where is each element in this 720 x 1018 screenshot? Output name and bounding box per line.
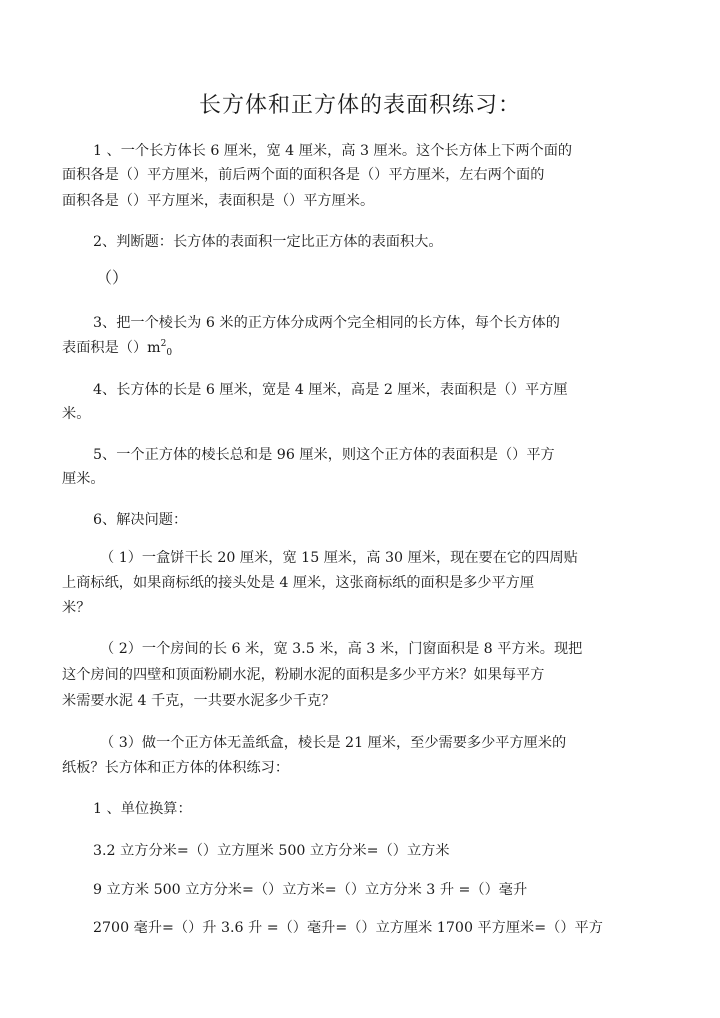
q3-unit-subscript: 0 [166,348,173,358]
part2-heading: 1 、单位换算： [93,801,192,817]
q2-answer-blank: （） [96,268,129,287]
part2-row-1: 3.2 立方分米=（）立方厘米 500 立方分米=（）立方米 [93,843,450,859]
q6-p1-line-3: 米？ [62,600,91,616]
part2-row-3: 2700 毫升=（）升 3.6 升 =（）毫升=（）立方厘米 1700 平方厘米=（）平方 [93,920,603,936]
q4-line-1: 4、长方体的长是 6 厘米，宽是 4 厘米，高是 2 厘米，表面积是（）平方厘 [93,382,568,398]
q3-line-1: 3、把一个棱长为 6 米的正方体分成两个完全相同的长方体，每个长方体的 [93,315,560,331]
q6-p1-line-1: （ 1）一盒饼干长 20 厘米，宽 15 厘米，高 30 厘米，现在要在它的四周贴 [100,550,578,566]
page-title: 长方体和正方体的表面积练习： [198,93,521,118]
q5-line-1: 5、一个正方体的棱长总和是 96 厘米，则这个正方体的表面积是（）平方 [93,447,555,463]
q5-line-2: 厘米。 [62,471,105,487]
q3-line-2-text: 表面积是（）m [62,340,161,356]
part2-row-2: 9 立方米 500 立方分米=（）立方米=（）立方分米 3 升 =（）毫升 [93,882,528,898]
q6-heading: 6、解决问题： [93,512,188,528]
q1-line-3: 面积各是（）平方厘米，表面积是（）平方厘米。 [62,193,375,209]
q1-line-2: 面积各是（）平方厘米，前后两个面的面积各是（）平方厘米，左右两个面的 [62,167,545,183]
q6-p3-line-1: （ 3）做一个正方体无盖纸盒，棱长是 21 厘米，至少需要多少平方厘米的 [100,735,567,751]
q6-p2-line-3: 米需要水泥 4 千克，一共要水泥多少千克？ [62,693,336,709]
q3-unit-superscript: 2 [160,339,167,349]
q6-p3-line-2: 纸板？长方体和正方体的体积练习： [62,760,290,776]
q3-line-2 [62,339,172,357]
q1-line-1: 1 、一个长方体长 6 厘米，宽 4 厘米，高 3 厘米。这个长方体上下两个面的 [93,143,573,159]
q6-p2-line-2: 这个房间的四壁和顶面粉刷水泥，粉刷水泥的面积是多少平方米？如果每平方 [62,667,545,683]
q4-line-2: 米。 [62,406,91,422]
q6-p2-line-1: （ 2）一个房间的长 6 米，宽 3.5 米，高 3 米，门窗面积是 8 平方米。现把 [100,641,583,657]
q2-line-1: 2、判断题：长方体的表面积一定比正方体的表面积大。 [93,234,443,250]
q6-p1-line-2: 上商标纸，如果商标纸的接头处是 4 厘米，这张商标纸的面积是多少平方厘 [62,575,535,591]
